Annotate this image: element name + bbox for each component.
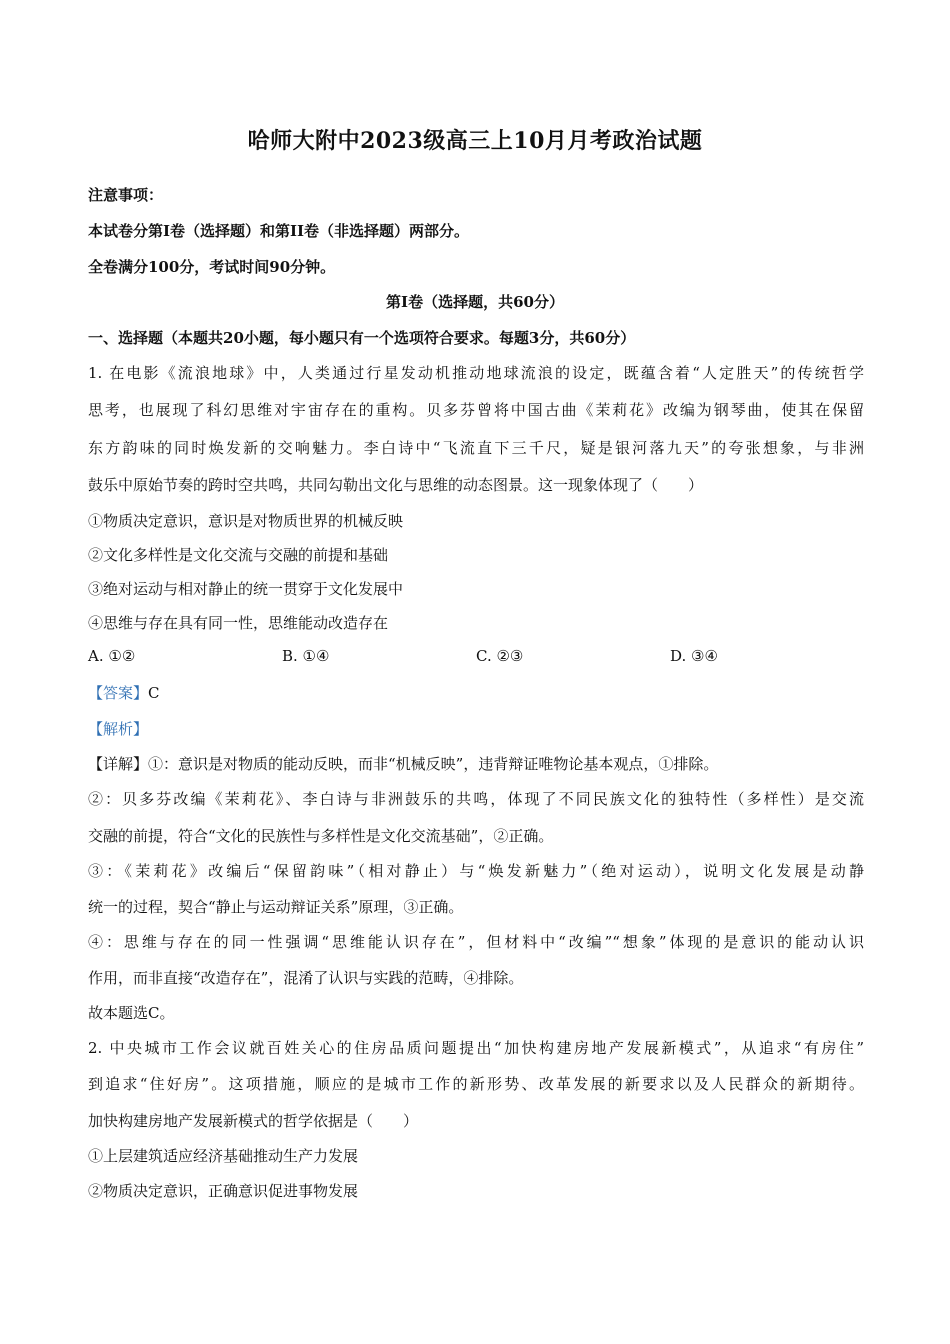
q2-stem-line: 到追求“住好房”。这项措施，顺应的是城市工作的新形势、改革发展的新要求以及人民群众的新期待。 [88,1075,864,1093]
q1-explanation-line: 统一的过程，契合“静止与运动辩证关系”原理，③正确。 [88,898,464,916]
q2-statement: ②物质决定意识，正确意识促进事物发展 [88,1182,359,1200]
q2-stem-line: 2. 中央城市工作会议就百姓关心的住房品质问题提出“加快构建房地产发展新模式”，从追求“有房住” [88,1039,864,1057]
q1-statement: ④思维与存在具有同一性，思维能动改造存在 [88,614,389,632]
q1-statement: ①物质决定意识，意识是对物质世界的机械反映 [88,512,404,530]
q2-statement: ①上层建筑适应经济基础推动生产力发展 [88,1147,359,1165]
q1-explanation-line: 故本题选C。 [88,1004,175,1022]
notice-line-1: 本试卷分第Ⅰ卷（选择题）和第II卷（非选择题）两部分。 [88,222,470,240]
q1-statement: ③绝对运动与相对静止的统一贯穿于文化发展中 [88,580,404,598]
q1-explanation-line: 【详解】①：意识是对物质的能动反映，而非“机械反映”，违背辩证唯物论基本观点，①排除。 [88,755,719,773]
analysis-tag: 【解析】 [88,720,149,738]
q1-stem-line: 鼓乐中原始节奏的跨时空共鸣，共同勾勒出文化与思维的动态图景。这一现象体现了（ ） [88,476,704,494]
q1-option-c: C. ②③ [476,647,524,665]
q1-option-b: B. ①④ [282,647,330,665]
notice-line-2: 全卷满分100分，考试时间90分钟。 [88,258,336,276]
q1-option-d: D. ③④ [670,647,718,665]
q1-stem-line: 1. 在电影《流浪地球》中，人类通过行星发动机推动地球流浪的设定，既蕴含着“人定胜天”的传统哲学 [88,364,864,382]
q1-explanation-line: ④：思维与存在的同一性强调“思维能认识存在”，但材料中“改编”“想象”体现的是意识的能动认识 [88,933,864,951]
q1-explanation-line: 作用，而非直接“改造存在”，混淆了认识与实践的范畴，④排除。 [88,969,524,987]
section-instruction: 一、选择题（本题共20小题，每小题只有一个选项符合要求。每题3分，共60分） [88,329,636,347]
q1-explanation-line: ③：《茉莉花》改编后“保留韵味”（相对静止）与“焕发新魅力”（绝对运动），说明文化发展是动静 [88,862,864,880]
q1-option-a: A. ①② [88,647,136,665]
notice-heading: 注意事项： [88,186,164,204]
q1-explanation-line: ②：贝多芬改编《茉莉花》、李白诗与非洲鼓乐的共鸣，体现了不同民族文化的独特性（多样性）是交流 [88,790,864,808]
answer-tag: 【答案】 [88,684,149,702]
q1-stem-line: 东方韵味的同时焕发新的交响魅力。李白诗中“飞流直下三千尺，疑是银河落九天”的夸张想象，与非洲 [88,439,864,457]
answer-value: C [148,684,160,702]
q1-stem-line: 思考，也展现了科幻思维对宇宙存在的重构。贝多芬曾将中国古曲《茉莉花》改编为钢琴曲，使其在保留 [88,401,864,419]
q1-statement: ②文化多样性是文化交流与交融的前提和基础 [88,546,389,564]
section-title: 第Ⅰ卷（选择题，共60分） [386,293,564,311]
q2-stem-line: 加快构建房地产发展新模式的哲学依据是（ ） [88,1112,419,1130]
page-title: 哈师大附中2023级高三上10月月考政治试题 [247,128,703,154]
q1-explanation-line: 交融的前提，符合“文化的民族性与多样性是文化交流基础”，②正确。 [88,827,554,845]
q1-answer-row [88,682,864,703]
